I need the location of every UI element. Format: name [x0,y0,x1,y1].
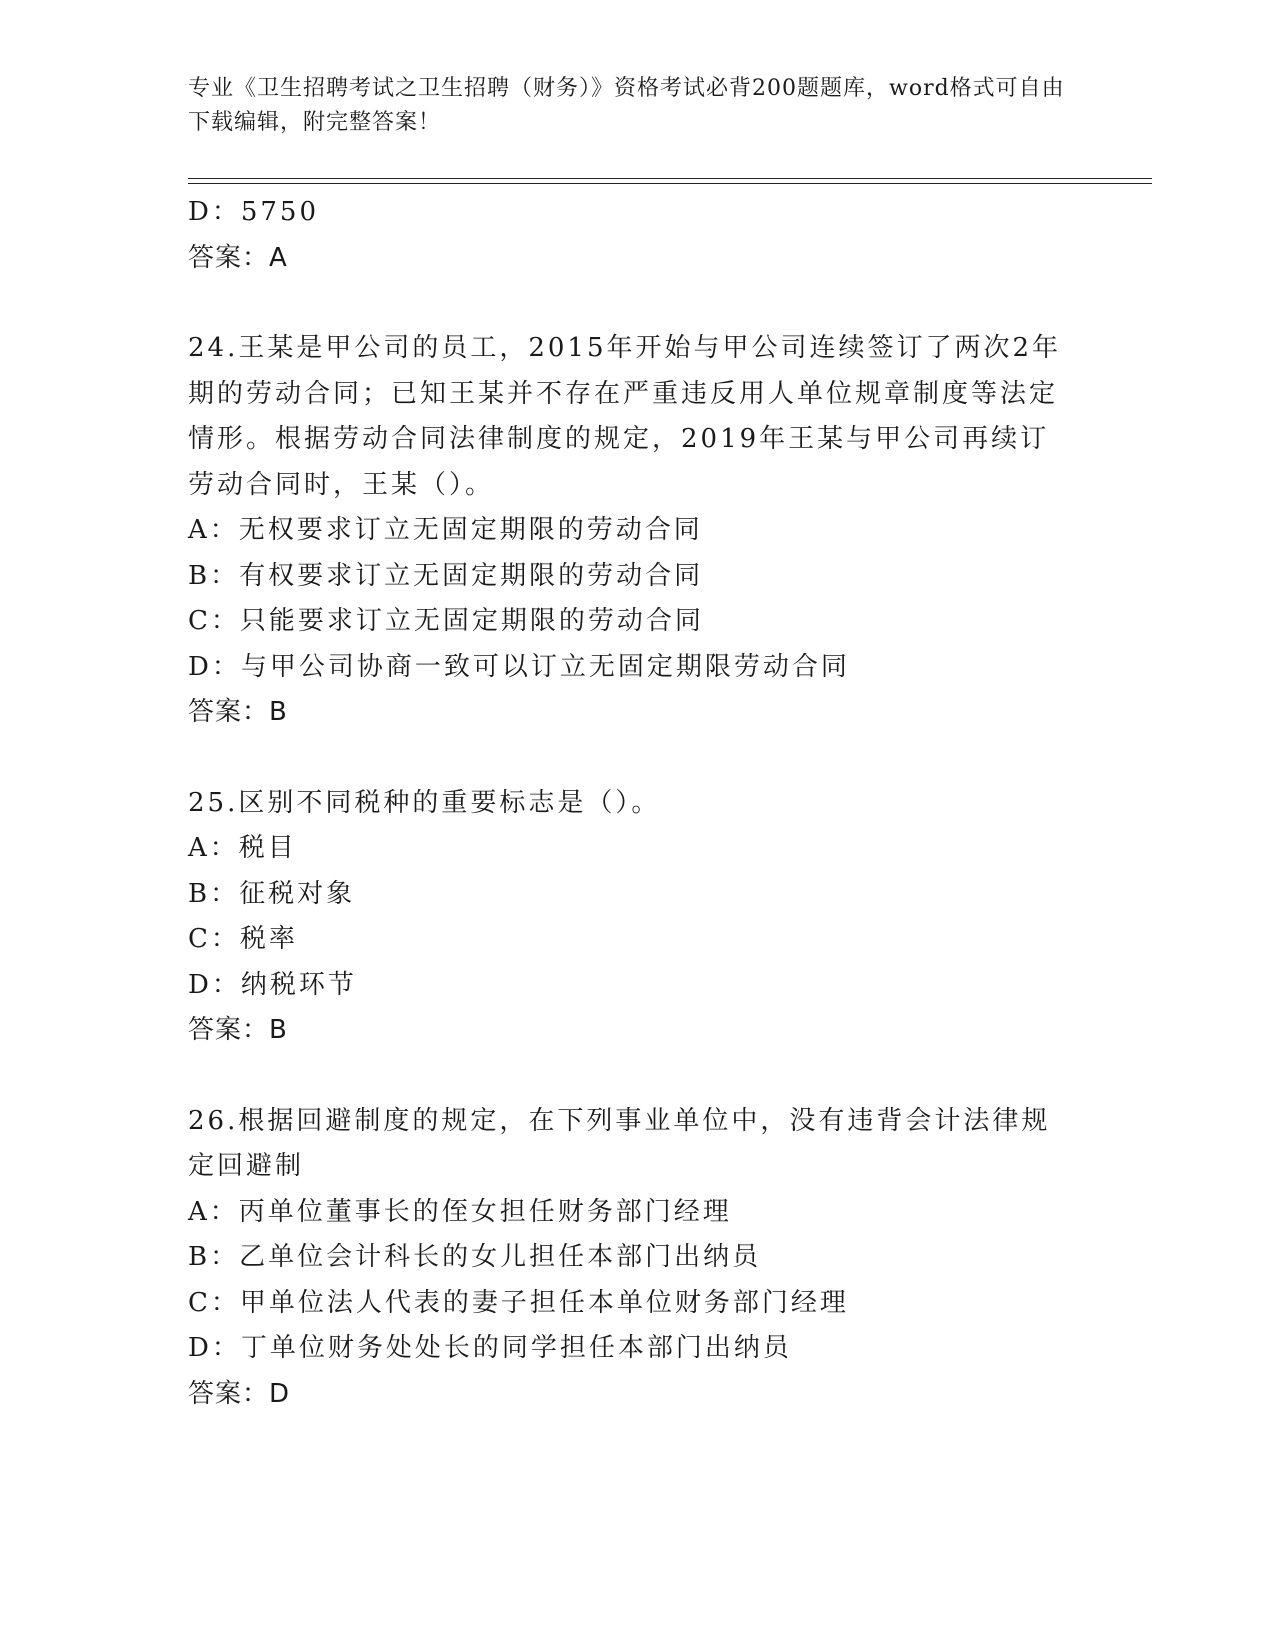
option-b: B：有权要求订立无固定期限的劳动合同 [188,560,704,591]
option-d: D：丁单位财务处处长的同学担任本部门出纳员 [188,1333,792,1363]
question-26 [188,1099,1088,1418]
header-divider-top [188,178,1152,179]
option-d: D：纳税环节 [188,969,357,1000]
option-b: B：乙单位会计科长的女儿担任本部门出纳员 [188,1242,762,1272]
page-header: 专业《卫生招聘考试之卫生招聘（财务）》资格考试必背200题题库，word格式可自由下载编辑，附完整答案！ [188,76,1065,135]
option-a: A：税目 [188,833,297,863]
header-divider-bottom [188,183,1152,184]
answer: 答案：A [188,242,288,273]
option-a: A：无权要求订立无固定期限的劳动合同 [188,515,703,545]
option-d: D：5750 [188,197,320,227]
question-24 [188,326,1088,736]
answer: 答案：D [188,1378,291,1409]
answer: 答案：B [188,697,288,727]
question-stem: 26.根据回避制度的规定，在下列事业单位中，没有违背会计法律规定回避制 [188,1105,1051,1181]
answer: 答案：B [188,1015,288,1045]
question-23-continuation [188,190,1088,281]
question-25 [188,781,1088,1054]
option-b: B：征税对象 [188,878,356,909]
option-c: C：甲单位法人代表的妻子担任本单位财务部门经理 [188,1287,849,1318]
option-c: C：只能要求订立无固定期限的劳动合同 [188,606,704,636]
document-body [188,190,1088,1417]
question-stem: 25.区别不同税种的重要标志是（）。 [188,787,661,818]
option-d: D：与甲公司协商一致可以订立无固定期限劳动合同 [188,651,850,682]
option-a: A：丙单位董事长的侄女担任财务部门经理 [188,1196,732,1227]
option-c: C：税率 [188,924,298,954]
question-stem: 24.王某是甲公司的员工，2015年开始与甲公司连续签订了两次2年期的劳动合同；已知王某并不存在严重违反用人单位规章制度等法定情形。根据劳动合同法律制度的规定，2019年王某与甲公司再续订劳动合同时，王某（）。 [188,333,1062,500]
